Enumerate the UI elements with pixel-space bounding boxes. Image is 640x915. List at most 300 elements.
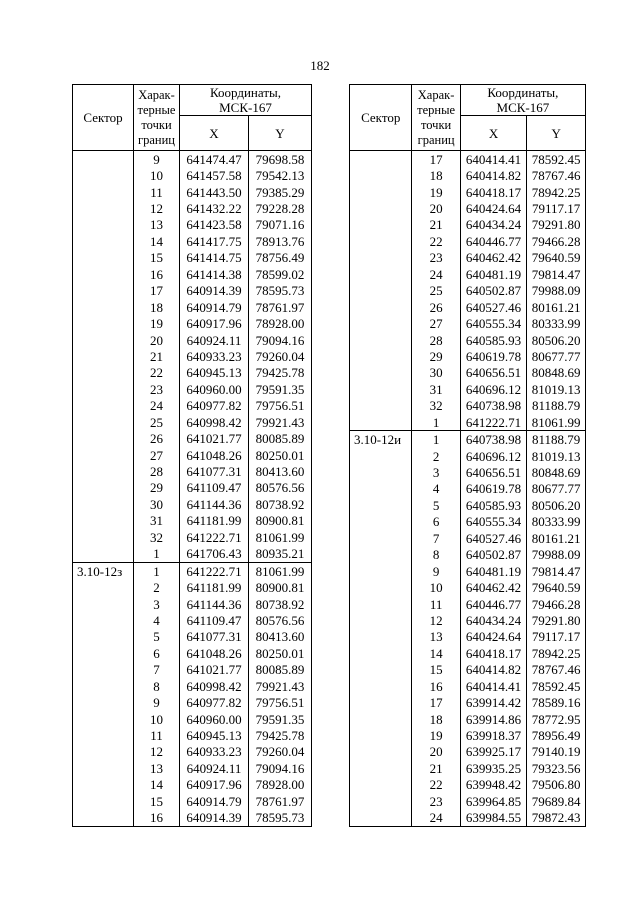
point-cell: 10 <box>412 579 460 595</box>
point-cell: 28 <box>134 463 180 479</box>
x-coordinate-cell: 640656.51 <box>460 365 527 381</box>
y-coordinate-cell: 80900.81 <box>249 513 312 529</box>
x-coordinate-cell: 639948.42 <box>460 777 527 793</box>
sector-cell <box>350 217 412 233</box>
y-coordinate-cell: 79425.78 <box>249 727 312 743</box>
x-coordinate-cell: 640446.77 <box>460 233 527 249</box>
y-coordinate-cell: 79640.59 <box>527 579 586 595</box>
table-row <box>350 217 586 233</box>
header-y: Y <box>527 116 586 151</box>
x-coordinate-cell: 641222.71 <box>180 529 249 545</box>
sector-cell <box>350 711 412 727</box>
x-coordinate-cell: 641048.26 <box>180 447 249 463</box>
point-cell: 6 <box>412 514 460 530</box>
y-coordinate-cell: 79814.47 <box>527 266 586 282</box>
point-cell: 15 <box>134 793 180 809</box>
table-body-left <box>73 151 312 827</box>
sector-cell <box>73 217 134 233</box>
table-row <box>350 151 586 168</box>
point-cell: 15 <box>412 662 460 678</box>
point-cell: 3 <box>412 464 460 480</box>
sector-cell <box>73 332 134 348</box>
x-coordinate-cell: 640914.79 <box>180 793 249 809</box>
point-cell: 10 <box>134 167 180 183</box>
x-coordinate-cell: 640446.77 <box>460 596 527 612</box>
x-coordinate-cell: 640998.42 <box>180 678 249 694</box>
x-coordinate-cell: 641414.75 <box>180 250 249 266</box>
x-coordinate-cell: 641109.47 <box>180 480 249 496</box>
sector-cell <box>73 283 134 299</box>
sector-cell <box>73 250 134 266</box>
x-coordinate-cell: 639925.17 <box>460 744 527 760</box>
header-points-line: Харак- <box>138 87 175 102</box>
y-coordinate-cell: 79542.13 <box>249 167 312 183</box>
sector-cell <box>73 645 134 661</box>
point-cell: 26 <box>412 299 460 315</box>
sector-cell <box>350 167 412 183</box>
point-cell: 27 <box>134 447 180 463</box>
y-coordinate-cell: 81061.99 <box>249 529 312 545</box>
y-coordinate-cell: 81061.99 <box>249 562 312 579</box>
sector-cell <box>350 744 412 760</box>
sector-cell <box>73 381 134 397</box>
point-cell: 5 <box>134 629 180 645</box>
x-coordinate-cell: 639914.42 <box>460 694 527 710</box>
sector-cell <box>350 694 412 710</box>
point-cell: 29 <box>412 348 460 364</box>
x-coordinate-cell: 640924.11 <box>180 760 249 776</box>
sector-cell <box>73 711 134 727</box>
sector-cell <box>350 678 412 694</box>
y-coordinate-cell: 78913.76 <box>249 233 312 249</box>
header-x: X <box>180 116 249 151</box>
table-row <box>350 250 586 266</box>
table-row <box>350 414 586 431</box>
sector-cell <box>73 184 134 200</box>
x-coordinate-cell: 641109.47 <box>180 612 249 628</box>
table-row <box>73 727 312 743</box>
point-cell: 23 <box>134 381 180 397</box>
sector-cell <box>73 233 134 249</box>
table-row <box>73 447 312 463</box>
sector-cell <box>73 760 134 776</box>
y-coordinate-cell: 79228.28 <box>249 200 312 216</box>
table-row <box>350 299 586 315</box>
table-row <box>350 481 586 497</box>
x-coordinate-cell: 639914.86 <box>460 711 527 727</box>
point-cell: 14 <box>134 777 180 793</box>
sector-cell: 3.10-12и <box>350 431 412 448</box>
point-cell: 2 <box>412 448 460 464</box>
table-row <box>73 810 312 827</box>
point-cell: 20 <box>134 332 180 348</box>
y-coordinate-cell: 79291.80 <box>527 612 586 628</box>
point-cell: 5 <box>412 497 460 513</box>
y-coordinate-cell: 80848.69 <box>527 365 586 381</box>
table-row <box>73 496 312 512</box>
point-cell: 22 <box>134 365 180 381</box>
point-cell: 9 <box>134 694 180 710</box>
point-cell: 32 <box>134 529 180 545</box>
point-cell: 30 <box>134 496 180 512</box>
sector-cell <box>73 744 134 760</box>
table-row <box>350 233 586 249</box>
sector-cell <box>73 315 134 331</box>
x-coordinate-cell: 641414.38 <box>180 266 249 282</box>
sector-cell <box>73 496 134 512</box>
sector-cell <box>73 694 134 710</box>
sector-cell <box>350 662 412 678</box>
y-coordinate-cell: 81061.99 <box>527 414 586 431</box>
x-coordinate-cell: 641181.99 <box>180 513 249 529</box>
sector-cell <box>350 250 412 266</box>
y-coordinate-cell: 80935.21 <box>249 546 312 563</box>
table-row <box>350 167 586 183</box>
x-coordinate-cell: 641021.77 <box>180 662 249 678</box>
sector-cell <box>350 760 412 776</box>
x-coordinate-cell: 639964.85 <box>460 793 527 809</box>
y-coordinate-cell: 79117.17 <box>527 629 586 645</box>
y-coordinate-cell: 79260.04 <box>249 348 312 364</box>
y-coordinate-cell: 80413.60 <box>249 629 312 645</box>
point-cell: 12 <box>412 612 460 628</box>
sector-cell <box>350 464 412 480</box>
x-coordinate-cell: 640998.42 <box>180 414 249 430</box>
table-row <box>73 200 312 216</box>
x-coordinate-cell: 640914.79 <box>180 299 249 315</box>
table-row <box>350 777 586 793</box>
x-coordinate-cell: 640696.12 <box>460 381 527 397</box>
header-points-line: точки <box>420 117 452 132</box>
coordinates-table-left <box>72 84 312 827</box>
y-coordinate-cell: 78761.97 <box>249 793 312 809</box>
y-coordinate-cell: 81188.79 <box>527 398 586 414</box>
x-coordinate-cell: 641423.58 <box>180 217 249 233</box>
x-coordinate-cell: 641222.71 <box>180 562 249 579</box>
y-coordinate-cell: 80250.01 <box>249 447 312 463</box>
table-row <box>73 463 312 479</box>
sector-cell <box>73 777 134 793</box>
table-row <box>350 727 586 743</box>
table-row <box>73 151 312 168</box>
sector-cell <box>350 596 412 612</box>
y-coordinate-cell: 79140.19 <box>527 744 586 760</box>
y-coordinate-cell: 79872.43 <box>527 810 586 827</box>
sector-cell <box>350 414 412 431</box>
table-row <box>350 497 586 513</box>
table-row <box>350 596 586 612</box>
point-cell: 17 <box>412 694 460 710</box>
sector-cell <box>350 332 412 348</box>
y-coordinate-cell: 78592.45 <box>527 678 586 694</box>
point-cell: 9 <box>412 563 460 579</box>
sector-cell <box>73 810 134 827</box>
table-row <box>350 315 586 331</box>
header-sector: Сектор <box>350 85 412 151</box>
table-row <box>73 629 312 645</box>
point-cell: 31 <box>412 381 460 397</box>
table-row <box>350 810 586 827</box>
x-coordinate-cell: 640945.13 <box>180 365 249 381</box>
table-row <box>73 760 312 776</box>
x-coordinate-cell: 640619.78 <box>460 481 527 497</box>
x-coordinate-cell: 641077.31 <box>180 463 249 479</box>
x-coordinate-cell: 640914.39 <box>180 810 249 827</box>
y-coordinate-cell: 79466.28 <box>527 596 586 612</box>
point-cell: 8 <box>134 678 180 694</box>
table-row <box>73 678 312 694</box>
x-coordinate-cell: 641443.50 <box>180 184 249 200</box>
x-coordinate-cell: 640555.34 <box>460 514 527 530</box>
x-coordinate-cell: 640656.51 <box>460 464 527 480</box>
sector-cell <box>73 463 134 479</box>
x-coordinate-cell: 640424.64 <box>460 200 527 216</box>
point-cell: 24 <box>412 810 460 827</box>
sector-cell <box>73 480 134 496</box>
y-coordinate-cell: 79094.16 <box>249 760 312 776</box>
table-row <box>350 332 586 348</box>
point-cell: 7 <box>134 662 180 678</box>
sector-cell <box>73 430 134 446</box>
sector-cell <box>73 793 134 809</box>
x-coordinate-cell: 641144.36 <box>180 496 249 512</box>
x-coordinate-cell: 640418.17 <box>460 184 527 200</box>
x-coordinate-cell: 641077.31 <box>180 629 249 645</box>
point-cell: 12 <box>134 200 180 216</box>
x-coordinate-cell: 640977.82 <box>180 694 249 710</box>
y-coordinate-cell: 78772.95 <box>527 711 586 727</box>
sector-cell <box>73 299 134 315</box>
y-coordinate-cell: 78592.45 <box>527 151 586 168</box>
x-coordinate-cell: 640502.87 <box>460 547 527 563</box>
table-row <box>350 579 586 595</box>
x-coordinate-cell: 640696.12 <box>460 448 527 464</box>
table-row <box>350 381 586 397</box>
point-cell: 24 <box>412 266 460 282</box>
x-coordinate-cell: 641222.71 <box>460 414 527 431</box>
x-coordinate-cell: 640414.82 <box>460 167 527 183</box>
sector-cell <box>350 629 412 645</box>
table-row <box>350 200 586 216</box>
y-coordinate-cell: 78595.73 <box>249 283 312 299</box>
sector-cell <box>73 629 134 645</box>
x-coordinate-cell: 640917.96 <box>180 315 249 331</box>
y-coordinate-cell: 80085.89 <box>249 430 312 446</box>
table-row <box>350 563 586 579</box>
table-row <box>350 744 586 760</box>
y-coordinate-cell: 79117.17 <box>527 200 586 216</box>
table-row <box>350 645 586 661</box>
table-row <box>73 217 312 233</box>
y-coordinate-cell: 80848.69 <box>527 464 586 480</box>
table-row <box>73 645 312 661</box>
point-cell: 28 <box>412 332 460 348</box>
sector-cell <box>350 315 412 331</box>
x-coordinate-cell: 640585.93 <box>460 332 527 348</box>
sector-cell <box>73 529 134 545</box>
sector-cell <box>73 266 134 282</box>
sector-cell <box>73 579 134 595</box>
y-coordinate-cell: 78756.49 <box>249 250 312 266</box>
header-points-line: Харак- <box>417 87 455 102</box>
y-coordinate-cell: 78767.46 <box>527 167 586 183</box>
sector-cell <box>73 348 134 364</box>
table-row <box>73 711 312 727</box>
y-coordinate-cell: 79591.35 <box>249 711 312 727</box>
point-cell: 22 <box>412 233 460 249</box>
header-points <box>412 85 460 151</box>
table-row <box>73 250 312 266</box>
table-row <box>350 431 586 448</box>
table-row <box>350 348 586 364</box>
y-coordinate-cell: 79756.51 <box>249 694 312 710</box>
table-row <box>350 266 586 282</box>
point-cell: 14 <box>412 645 460 661</box>
y-coordinate-cell: 78942.25 <box>527 184 586 200</box>
y-coordinate-cell: 79921.43 <box>249 414 312 430</box>
point-cell: 6 <box>134 645 180 661</box>
sector-cell <box>350 233 412 249</box>
point-cell: 1 <box>412 431 460 448</box>
point-cell: 11 <box>134 184 180 200</box>
x-coordinate-cell: 640914.39 <box>180 283 249 299</box>
point-cell: 16 <box>134 266 180 282</box>
sector-cell <box>350 448 412 464</box>
x-coordinate-cell: 640414.41 <box>460 151 527 168</box>
y-coordinate-cell: 78595.73 <box>249 810 312 827</box>
x-coordinate-cell: 640462.42 <box>460 579 527 595</box>
header-x: X <box>460 116 527 151</box>
x-coordinate-cell: 640481.19 <box>460 266 527 282</box>
point-cell: 12 <box>134 744 180 760</box>
table-row <box>350 398 586 414</box>
y-coordinate-cell: 80161.21 <box>527 530 586 546</box>
x-coordinate-cell: 640414.82 <box>460 662 527 678</box>
point-cell: 21 <box>134 348 180 364</box>
x-coordinate-cell: 640527.46 <box>460 299 527 315</box>
table-row <box>73 266 312 282</box>
point-cell: 10 <box>134 711 180 727</box>
table-row <box>73 744 312 760</box>
y-coordinate-cell: 80250.01 <box>249 645 312 661</box>
x-coordinate-cell: 640945.13 <box>180 727 249 743</box>
x-coordinate-cell: 640738.98 <box>460 398 527 414</box>
sector-cell <box>350 727 412 743</box>
sector-cell <box>350 514 412 530</box>
y-coordinate-cell: 78928.00 <box>249 777 312 793</box>
y-coordinate-cell: 78599.02 <box>249 266 312 282</box>
point-cell: 18 <box>412 167 460 183</box>
header-points-line: границ <box>138 132 175 147</box>
point-cell: 25 <box>134 414 180 430</box>
y-coordinate-cell: 78767.46 <box>527 662 586 678</box>
x-coordinate-cell: 640917.96 <box>180 777 249 793</box>
table-row <box>73 167 312 183</box>
x-coordinate-cell: 640738.98 <box>460 431 527 448</box>
point-cell: 20 <box>412 200 460 216</box>
table-row <box>73 579 312 595</box>
x-coordinate-cell: 640434.24 <box>460 612 527 628</box>
y-coordinate-cell: 80413.60 <box>249 463 312 479</box>
point-cell: 20 <box>412 744 460 760</box>
sector-cell <box>73 200 134 216</box>
y-coordinate-cell: 78956.49 <box>527 727 586 743</box>
y-coordinate-cell: 79988.09 <box>527 547 586 563</box>
point-cell: 18 <box>134 299 180 315</box>
x-coordinate-cell: 641417.75 <box>180 233 249 249</box>
sector-cell <box>73 612 134 628</box>
point-cell: 17 <box>412 151 460 168</box>
y-coordinate-cell: 79291.80 <box>527 217 586 233</box>
x-coordinate-cell: 640555.34 <box>460 315 527 331</box>
y-coordinate-cell: 79921.43 <box>249 678 312 694</box>
y-coordinate-cell: 80576.56 <box>249 480 312 496</box>
sector-cell <box>350 530 412 546</box>
x-coordinate-cell: 640418.17 <box>460 645 527 661</box>
header-coordinates <box>180 85 312 116</box>
sector-cell <box>350 793 412 809</box>
x-coordinate-cell: 641474.47 <box>180 151 249 168</box>
table-row <box>73 562 312 579</box>
y-coordinate-cell: 79506.80 <box>527 777 586 793</box>
point-cell: 9 <box>134 151 180 168</box>
sector-cell <box>350 299 412 315</box>
x-coordinate-cell: 640502.87 <box>460 283 527 299</box>
table-row <box>73 381 312 397</box>
table-row <box>73 184 312 200</box>
point-cell: 16 <box>134 810 180 827</box>
sector-cell <box>350 481 412 497</box>
table-row <box>350 793 586 809</box>
header-coordinates-line: Координаты, <box>210 85 281 100</box>
sector-cell <box>350 810 412 827</box>
x-coordinate-cell: 640585.93 <box>460 497 527 513</box>
y-coordinate-cell: 78761.97 <box>249 299 312 315</box>
point-cell: 26 <box>134 430 180 446</box>
y-coordinate-cell: 78928.00 <box>249 315 312 331</box>
header-points-line: границ <box>417 132 455 147</box>
table-body-right <box>350 151 586 827</box>
sector-cell <box>350 497 412 513</box>
sector-cell <box>350 381 412 397</box>
y-coordinate-cell: 81019.13 <box>527 448 586 464</box>
point-cell: 19 <box>134 315 180 331</box>
sector-cell <box>350 200 412 216</box>
table-row <box>350 530 586 546</box>
sector-cell <box>350 612 412 628</box>
sector-cell <box>350 151 412 168</box>
point-cell: 8 <box>412 547 460 563</box>
x-coordinate-cell: 641021.77 <box>180 430 249 446</box>
y-coordinate-cell: 79698.58 <box>249 151 312 168</box>
x-coordinate-cell: 640619.78 <box>460 348 527 364</box>
point-cell: 16 <box>412 678 460 694</box>
y-coordinate-cell: 80738.92 <box>249 596 312 612</box>
y-coordinate-cell: 79591.35 <box>249 381 312 397</box>
sector-cell <box>73 596 134 612</box>
sector-cell <box>73 151 134 168</box>
y-coordinate-cell: 80333.99 <box>527 514 586 530</box>
sector-cell <box>350 398 412 414</box>
header-points-line: точки <box>141 117 172 132</box>
x-coordinate-cell: 640434.24 <box>460 217 527 233</box>
point-cell: 1 <box>412 414 460 431</box>
point-cell: 17 <box>134 283 180 299</box>
sector-cell <box>350 579 412 595</box>
table-row <box>73 315 312 331</box>
sector-cell <box>73 678 134 694</box>
coordinates-table-right <box>349 84 586 827</box>
